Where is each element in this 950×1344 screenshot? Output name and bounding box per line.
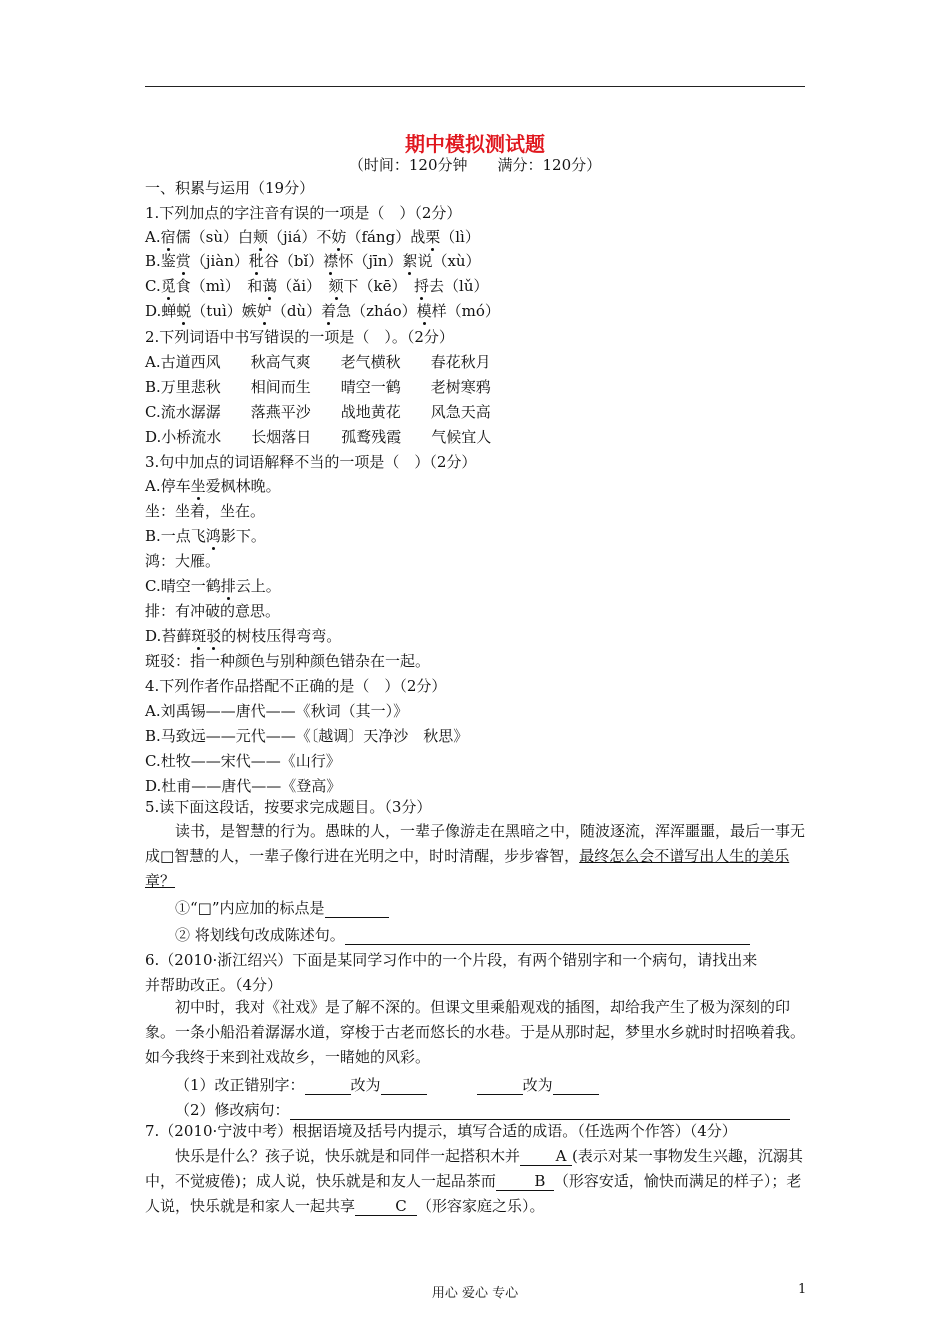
page-number: 1 (798, 1282, 807, 1297)
dotted-char: 襟 (323, 252, 339, 270)
text: 急（zháo） (336, 302, 417, 320)
dotted-char: 蜕 (176, 302, 192, 320)
dotted-char: 排 (220, 577, 236, 595)
q1-option-b (145, 251, 481, 271)
answer-blank[interactable] (305, 1078, 351, 1095)
dotted-char: 宿 (160, 228, 176, 246)
q6-stem-line1: 6.（2010·浙江绍兴）下面是某同学习作中的一个片段，有两个错别字和一个病句，请找出来 (145, 951, 758, 969)
q3-stem: 3.句中加点的词语解释不当的一项是（ ）（2分） (145, 453, 477, 471)
text: 下（kē） (343, 277, 415, 295)
text: 的树枝压得弯弯。 (221, 627, 342, 645)
answer-blank[interactable] (553, 1078, 599, 1095)
q1-option-d (145, 301, 500, 321)
q3-explain-b: 鸿：大雁。 (145, 552, 221, 570)
exam-info: （时间：120分钟 满分：120分） (348, 156, 602, 174)
answer-blank[interactable] (325, 901, 389, 918)
text: C.晴空一鹤 (145, 577, 221, 595)
text: （1）改正错别字： (175, 1076, 305, 1094)
q7-stem: 7.（2010·宁波中考）根据语境及括号内提示，填写合适的成语。（任选两个作答）（4分） (145, 1122, 737, 1140)
text: D. (145, 302, 162, 320)
q4-option-a: A.刘禹锡——唐代——《秋词（其一）》 (145, 702, 409, 720)
q1-stem: 1.下列加点的字注音有误的一项是（ ）（2分） (145, 204, 462, 222)
dotted-char: 模 (416, 302, 432, 320)
text: A. (145, 228, 161, 246)
q3-explain-d: 斑驳：指一种颜色与别种颜色错杂在一起。 (145, 652, 431, 670)
dotted-char: 赏 (175, 252, 191, 270)
dotted-char: 秕 (248, 252, 264, 270)
dotted-char: 捋 (414, 277, 430, 295)
answer-blank[interactable] (290, 1103, 790, 1120)
q3-explain-a: 坐：坐着，坐在。 (145, 502, 266, 520)
text: （dù） (271, 302, 322, 320)
q6-sub1 (175, 1075, 599, 1095)
q5-sub2 (175, 925, 750, 945)
text: A.停车 (145, 477, 191, 495)
answer-blank[interactable] (381, 1078, 427, 1095)
text: （形容安适，愉快而满足的样子）；老人说，快乐就是和家人一起共享 (145, 1172, 802, 1215)
text: （2）修改病句： (175, 1101, 290, 1119)
dotted-char: 妨 (331, 228, 347, 246)
text: 说（xù） (417, 252, 481, 270)
text: 快乐是什么？孩子说，快乐就是和同伴一起搭积木并 (175, 1147, 521, 1165)
text: （形容家庭之乐）。 (417, 1197, 545, 1215)
passage-text: 读书，是智慧的行为。愚昧的人，一辈子像游走在黑暗之中，随波逐流，浑浑噩噩，最后一事无成□智慧的人，一辈子像行进在光明之中，时时清醒，步步睿智， (145, 822, 806, 865)
text: （tuì）嫉 (191, 302, 257, 320)
text: 白 (237, 228, 253, 246)
dotted-char: 颏 (328, 277, 344, 295)
q3-option-d (145, 626, 341, 646)
text: 爱枫林晚。 (205, 477, 281, 495)
page-title: 期中模拟测试题 (405, 132, 545, 156)
dotted-char: 颊 (253, 228, 269, 246)
q3-option-c (145, 576, 281, 596)
q6-sub2 (175, 1100, 790, 1120)
q4-option-d: D.杜甫——唐代——《登高》 (145, 777, 342, 795)
q3-option-b (145, 526, 266, 546)
dotted-char: 鸿 (205, 527, 221, 545)
q1-option-a (145, 227, 480, 247)
answer-blank-b[interactable]: B (496, 1173, 554, 1191)
text: 去（lǔ） (429, 277, 489, 295)
q2-option-a: A.古道西风 秋高气爽 老气横秋 春花秋月 (145, 353, 491, 371)
header-rule (145, 86, 805, 87)
text: B.一点飞 (145, 527, 206, 545)
dotted-char: 絮 (402, 252, 418, 270)
text: 蝉 (161, 302, 177, 320)
answer-blank-a[interactable]: A (520, 1148, 572, 1166)
dotted-char: 蔼 (262, 277, 278, 295)
text: D.苔藓 (145, 627, 192, 645)
answer-blank-c[interactable]: C (355, 1198, 417, 1216)
q1-option-c (145, 276, 489, 296)
text: 食（mì） 和 (175, 277, 263, 295)
text: （fáng）战 (346, 228, 426, 246)
q2-option-c: C.流水潺潺 落燕平沙 战地黄花 风急天高 (145, 403, 491, 421)
answer-blank[interactable] (345, 928, 750, 945)
page-footer: 用心 爱心 专心 (431, 1286, 519, 1301)
dotted-char: 妒 (256, 302, 272, 320)
text: 怀（jīn） (338, 252, 403, 270)
q5-sub1 (175, 898, 389, 918)
text: 改为 (350, 1076, 381, 1094)
text: 谷（bǐ） (263, 252, 324, 270)
text: （jiá）不 (268, 228, 332, 246)
q4-option-c: C.杜牧——宋代——《山行》 (145, 752, 341, 770)
q7-passage (145, 1144, 807, 1219)
text: C. (145, 277, 161, 295)
q5-stem: 5.读下面这段话，按要求完成题目。（3分） (145, 798, 432, 816)
text: （ǎi） (277, 277, 329, 295)
text: 改为 (522, 1076, 553, 1094)
q4-stem: 4.下列作者作品搭配不正确的是（ ）（2分） (145, 677, 447, 695)
underlined-sentence: 最终怎么会不谱写出人生的美乐章？ (145, 847, 790, 890)
q2-option-b: B.万里悲秋 相间而生 晴空一鹤 老树寒鸦 (145, 378, 491, 396)
text: B.鉴 (145, 252, 176, 270)
text: (表示对某一事物发生兴趣，沉溺其中，不觉疲倦)；成人说，快乐就是和友人一起品茶而 (145, 1147, 803, 1190)
text: 影下。 (220, 527, 266, 545)
text: 云上。 (235, 577, 281, 595)
q5-passage (145, 819, 807, 894)
dotted-char: 斑 (191, 627, 207, 645)
section-heading: 一、积累与运用（19分） (145, 179, 315, 197)
q4-option-b: B.马致远——元代——《〔越调〕天净沙 秋思》 (145, 727, 469, 745)
text: （jiàn） (190, 252, 249, 270)
answer-blank[interactable] (477, 1078, 523, 1095)
text: （lì） (440, 228, 480, 246)
q6-stem-line2: 并帮助改正。（4分） (145, 976, 283, 994)
q3-option-a (145, 476, 281, 496)
dotted-char: 驳 (206, 627, 222, 645)
dotted-char: 觅 (160, 277, 176, 295)
text: ①“□”内应加的标点是 (175, 899, 325, 917)
dotted-char: 着 (321, 302, 337, 320)
q2-stem: 2.下列词语中书写错误的一项是（ ）。（2分） (145, 328, 454, 346)
q2-option-d: D.小桥流水 长烟落日 孤鹜残霞 气候宜人 (145, 428, 492, 446)
text: 样（mó） (431, 302, 500, 320)
text: ② 将划线句改成陈述句。 (175, 926, 345, 944)
dotted-char: 坐 (190, 477, 206, 495)
q3-explain-c: 排：有冲破的意思。 (145, 602, 281, 620)
q6-passage: 初中时，我对《社戏》是了解不深的。但课文里乘船观戏的插图，却给我产生了极为深刻的印象。一条小船沿着潺潺水道，穿梭于古老而悠长的水巷。于是从那时起，梦里水乡就时时招唤着我。如今我终于来到社戏故乡，一睹她的风彩。 (145, 998, 806, 1066)
dotted-char: 栗 (425, 228, 441, 246)
text: 儒（sù） (175, 228, 238, 246)
